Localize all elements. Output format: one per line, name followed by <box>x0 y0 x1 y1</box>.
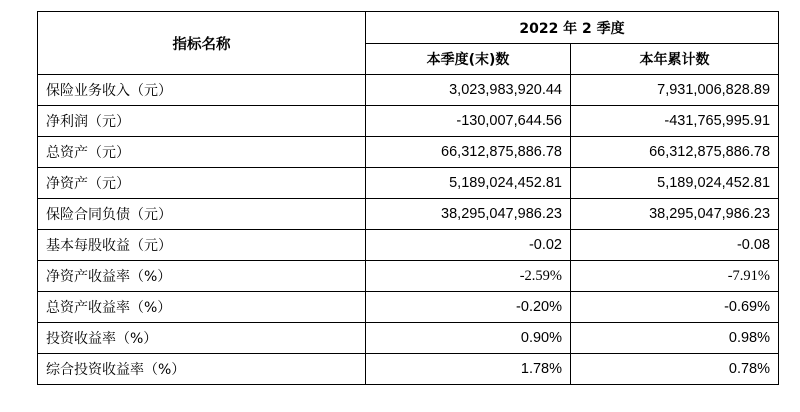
row-label: 保险业务收入（元） <box>38 75 366 106</box>
table-row <box>38 199 779 230</box>
row-label: 基本每股收益（元） <box>38 230 366 261</box>
table-row <box>38 292 779 323</box>
metric-name-header: 指标名称 <box>38 12 366 75</box>
ytd-value: -7.91% <box>571 261 779 292</box>
row-label: 净利润（元） <box>38 106 366 137</box>
ytd-value: 0.78% <box>571 354 779 385</box>
table-row <box>38 106 779 137</box>
quarter-value: 3,023,983,920.44 <box>366 75 571 106</box>
ytd-value: 0.98% <box>571 323 779 354</box>
table-row <box>38 168 779 199</box>
row-label: 投资收益率（%） <box>38 323 366 354</box>
ytd-column-header: 本年累计数 <box>571 44 779 75</box>
table-row <box>38 323 779 354</box>
ytd-value: -431,765,995.91 <box>571 106 779 137</box>
row-label: 保险合同负债（元） <box>38 199 366 230</box>
table-row <box>38 230 779 261</box>
quarter-value: 38,295,047,986.23 <box>366 199 571 230</box>
quarter-value: -2.59% <box>366 261 571 292</box>
table-row <box>38 75 779 106</box>
table-row <box>38 354 779 385</box>
ytd-value: 5,189,024,452.81 <box>571 168 779 199</box>
quarter-value: -0.02 <box>366 230 571 261</box>
ytd-value: 7,931,006,828.89 <box>571 75 779 106</box>
metrics-table <box>37 11 779 385</box>
ytd-value: 66,312,875,886.78 <box>571 137 779 168</box>
header-row-period <box>38 12 779 44</box>
row-label: 综合投资收益率（%） <box>38 354 366 385</box>
ytd-value: -0.69% <box>571 292 779 323</box>
ytd-value: -0.08 <box>571 230 779 261</box>
period-header: 2022 年 2 季度 <box>366 12 779 44</box>
row-label: 总资产（元） <box>38 137 366 168</box>
quarter-value: 66,312,875,886.78 <box>366 137 571 168</box>
ytd-value: 38,295,047,986.23 <box>571 199 779 230</box>
quarter-value: -0.20% <box>366 292 571 323</box>
table-row <box>38 137 779 168</box>
table-row <box>38 261 779 292</box>
quarter-value: 5,189,024,452.81 <box>366 168 571 199</box>
quarter-column-header: 本季度(末)数 <box>366 44 571 75</box>
row-label: 净资产收益率（%） <box>38 261 366 292</box>
row-label: 总资产收益率（%） <box>38 292 366 323</box>
quarter-value: -130,007,644.56 <box>366 106 571 137</box>
quarter-value: 0.90% <box>366 323 571 354</box>
quarter-value: 1.78% <box>366 354 571 385</box>
row-label: 净资产（元） <box>38 168 366 199</box>
